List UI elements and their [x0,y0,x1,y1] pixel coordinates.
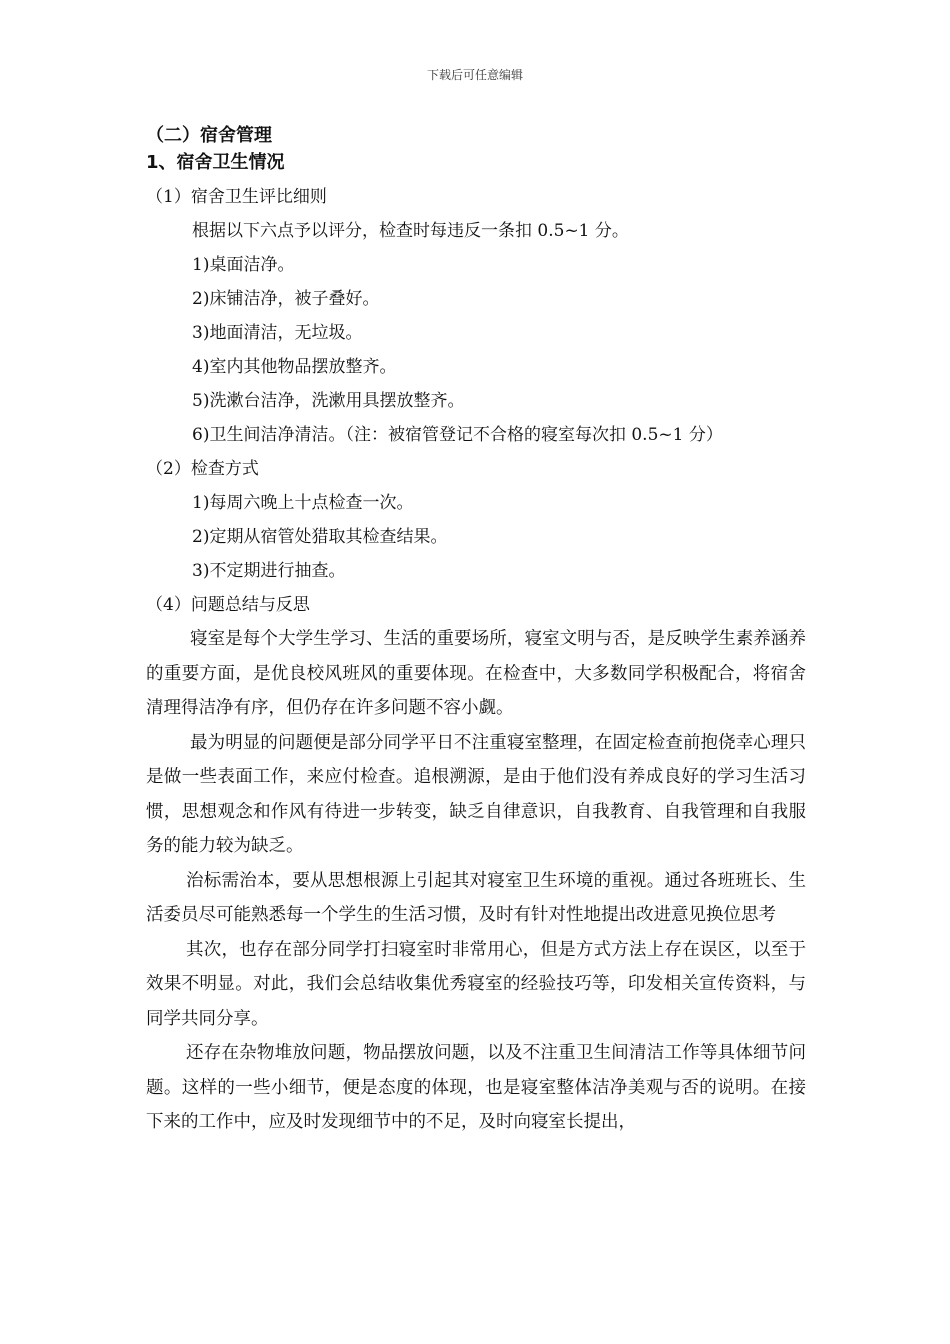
list-item: 3)地面清洁，无垃圾。 [192,323,363,343]
list-item: 2)床铺洁净，被子叠好。 [192,289,380,309]
part1-intro: 根据以下六点予以评分，检查时每违反一条扣 0.5~1 分。 [192,221,629,241]
list-item: 2)定期从宿管处猎取其检查结果。 [192,527,448,547]
paragraph: 最为明显的问题便是部分同学平日不注重寝室整理，在固定检查前抱侥幸心理只是做一些表面工作，来应付检查。追根溯源，是由于他们没有养成良好的学习生活习惯，思想观念和作风有待进一步转变，缺乏自律意识，自我教育、自我管理和自我服务的能力较为缺乏。 [146,732,806,856]
list-item: 1)桌面洁净。 [192,255,295,275]
paragraph: 治标需治本，要从思想根源上引起其对寝室卫生环境的重视。通过各班班长、生活委员尽可能熟悉每一个学生的生活习惯，及时有针对性地提出改进意见换位思考 [146,870,806,925]
paragraph: 寝室是每个大学生学习、生活的重要场所，寝室文明与否，是反映学生素养涵养的重要方面，是优良校风班风的重要体现。在检查中，大多数同学积极配合，将宿舍清理得洁净有序，但仍存在许多问题不容小觑。 [146,629,806,718]
list-item: 4)室内其他物品摆放整齐。 [192,357,397,377]
paragraph: 其次，也存在部分同学打扫寝室时非常用心，但是方式方法上存在误区，以至于效果不明显。对此，我们会总结收集优秀寝室的经验技巧等，印发相关宣传资料，与同学共同分享。 [146,939,806,1029]
subsection-title: 1、宿舍卫生情况 [146,152,285,173]
list-item: 3)不定期进行抽查。 [192,561,346,581]
list-item: 5)洗漱台洁净，洗漱用具摆放整齐。 [192,391,465,411]
list-item: 6)卫生间洁净清洁。（注：被宿管登记不合格的寝室每次扣 0.5~1 分） [192,425,723,445]
list-item: 1)每周六晚上十点检查一次。 [192,493,414,513]
paragraph: 还存在杂物堆放问题，物品摆放问题，以及不注重卫生间清洁工作等具体细节问题。这样的一些小细节，便是态度的体现，也是寝室整体洁净美观与否的说明。在接下来的工作中，应及时发现细节中的不足，及时向寝室长提出， [146,1043,806,1132]
part4-title: （4）问题总结与反思 [146,595,310,615]
part2-title: （2）检查方式 [146,459,259,479]
section-title: （二）宿舍管理 [146,125,272,146]
header-note: 下载后可任意编辑 [426,68,523,82]
document-body [146,122,806,1140]
part1-title: （1）宿舍卫生评比细则 [146,187,327,207]
